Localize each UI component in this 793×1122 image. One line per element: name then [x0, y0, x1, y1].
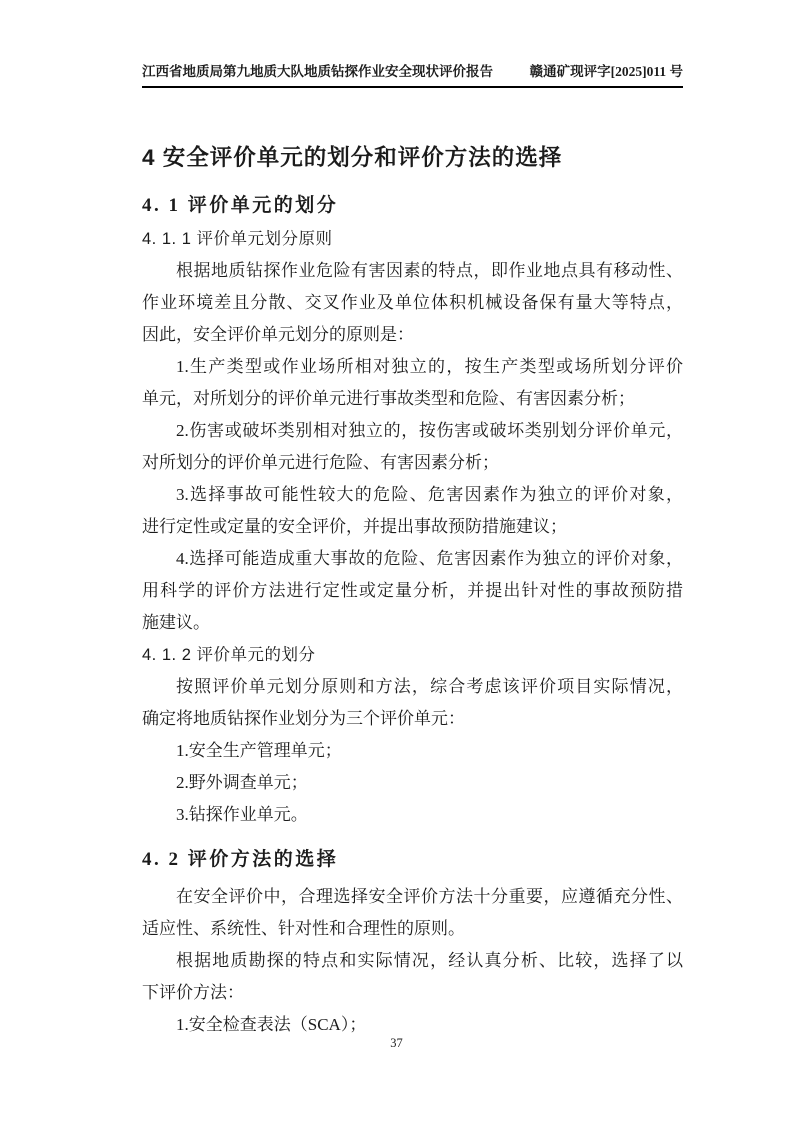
body-text-line: 3.选择事故可能性较大的危险、危害因素作为独立的评价对象，	[176, 485, 683, 504]
body-text-line: 适应性、系统性、针对性和合理性的原则。	[142, 919, 465, 938]
body-text-line: 进行定性或定量的安全评价，并提出事故预防措施建议；	[142, 517, 567, 536]
document-content	[142, 131, 683, 1041]
body-text-line: 在安全评价中，合理选择安全评价方法十分重要，应遵循充分性、	[176, 887, 683, 906]
page-footer	[0, 1036, 793, 1051]
page-number: 37	[390, 1036, 403, 1050]
header-report-title: 江西省地质局第九地质大队地质钻探作业安全现状评价报告	[142, 64, 493, 79]
body-text-line: 对所划分的评价单元进行危险、有害因素分析；	[142, 453, 499, 472]
body-text-line: 2.野外调查单元；	[176, 773, 308, 792]
body-text-line: 1.安全生产管理单元；	[176, 741, 342, 760]
header-document-number: 赣通矿现评字[2025]011 号	[529, 64, 683, 79]
body-text-line: 4.选择可能造成重大事故的危险、危害因素作为独立的评价对象，	[176, 549, 683, 568]
body-text-line: 单元，对所划分的评价单元进行事故类型和危险、有害因素分析；	[142, 389, 635, 408]
body-text-line: 下评价方法：	[142, 983, 244, 1002]
body-text-line: 3.钻探作业单元。	[176, 805, 308, 824]
body-text-line: 根据地质勘探的特点和实际情况，经认真分析、比较，选择了以	[176, 951, 683, 970]
subsection-heading: 4. 1. 1 评价单元划分原则	[142, 230, 333, 248]
section-heading: 4. 2 评价方法的选择	[142, 849, 339, 870]
body-text-line: 作业环境差且分散、交叉作业及单位体积机械设备保有量大等特点，	[142, 293, 683, 312]
body-text-line: 按照评价单元划分原则和方法，综合考虑该评价项目实际情况，	[176, 677, 683, 696]
body-text-line: 用科学的评价方法进行定性或定量分析，并提出针对性的事故预防措	[142, 581, 683, 600]
body-text-line: 因此，安全评价单元划分的原则是：	[142, 325, 414, 344]
body-text-line: 1.生产类型或作业场所相对独立的，按生产类型或场所划分评价	[176, 357, 683, 376]
body-text-line: 1.安全检查表法（SCA）；	[176, 1015, 367, 1034]
chapter-heading: 4 安全评价单元的划分和评价方法的选择	[142, 145, 563, 170]
page-header	[142, 60, 683, 88]
body-text-line: 确定将地质钻探作业划分为三个评价单元：	[142, 709, 465, 728]
body-text-line: 施建议。	[142, 613, 210, 632]
body-text-line: 根据地质钻探作业危险有害因素的特点，即作业地点具有移动性、	[176, 261, 683, 280]
section-heading: 4. 1 评价单元的划分	[142, 195, 339, 216]
body-text-line: 2.伤害或破坏类别相对独立的，按伤害或破坏类别划分评价单元，	[176, 421, 683, 440]
subsection-heading: 4. 1. 2 评价单元的划分	[142, 646, 316, 664]
